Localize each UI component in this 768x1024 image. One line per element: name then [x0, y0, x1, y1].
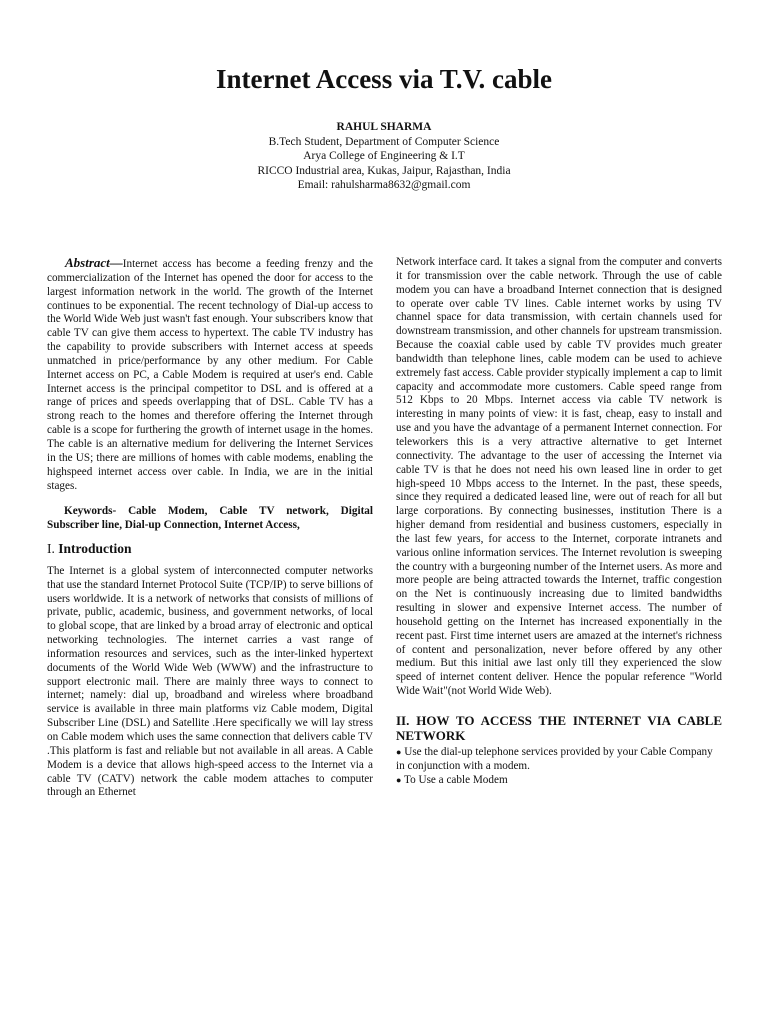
author-block — [0, 120, 768, 193]
section-1-continued: Network interface card. It takes a signal from the computer and converts it for transmission over the cable network. Through the use of cable modem you can have a broadband Internet connection that is designed to operate over cable TV lines. Cable internet works by using TV channel space for data transmission, with certain channels used for downstream transmission, and other channels for upstream transmission. Because the coaxial cable used by cable TV provides much greater bandwidth than telephone lines, cable modem can be used to achieve extremely fast access. Cable provider stypically implement a cap to limit capacity and accommodate more customers. Cable speed range from 512 Kbps to 20 Mbps. Internet access via cable TV network is interesting in many points of view: it is fast, cheap, easy to install and use and you have the advantage of a permanent Internet connection. For teleworkers this is a very attractive alternative to get Internet connectivity. The advantage to the user of accessing the Internet via cable TV is that he does not need his own leased line in order to get high-speed 10 Mbps access to the Internet. In the past, these speeds, since they required a dedicated leased line, were out of reach for all but large corporations. By connecting businesses, institution There is a higher demand from residential and business customers, especially in the last few years, for access to the Internet, corporate intranets and various online information services. The Internet revolution is sweeping the country with a burgeoning number of the Internet users. As more and more people are being attracted towards the Internet, traffic congestion on the Net is continuously increasing due to limited bandwidths resulting in slower and expensive Internet access. The number of household getting on the Internet has increased exponentially in the recent past. First time internet users are amazed at the internet's richness of content and personalization, never before offered by any other medium. But this initial awe last only till they experienced the slow speed of internet content deliver. Hence the popular reference "World Wide Wait"(not World Wide Web). — [396, 256, 722, 698]
section-1-body: The Internet is a global system of interconnected computer networks that use the standard Internet Protocol Suite (TCP/IP) to serve billions of users worldwide. It is a network of networks that consists of millions of private, public, academic, business, and government networks, of local to global scope, that are linked by a broad array of electronic and optical networking technologies. The internet carries a vast range of information resources and services, such as the inter-linked hypertext documents of the World Wide Web (WWW) and the infrastructure to support electronic mail. There are mainly three ways to connect to internet; namely: dial up, broadband and wireless where broadband service is available in three main platforms viz Cable modem, Digital Subscriber Line (DSL) and Satellite .Here specifically we will lay stress on Cable modem which uses the same connection that delivers cable TV .This platform is fast and reliable but not available in all areas. A Cable Modem is a device that allows high-speed access to the Internet via a cable TV (CATV) network the cable modem attaches to computer through an Ethernet — [47, 564, 373, 799]
bullet-item — [396, 746, 722, 774]
author-email: Email: rahulsharma8632@gmail.com — [297, 179, 471, 192]
section-1-title: Introduction — [58, 541, 132, 557]
keywords: Keywords- Cable Modem, Cable TV network, Digital Subscriber line, Dial-up Connection, Internet Access, — [47, 505, 373, 532]
bullet-item — [396, 774, 722, 788]
left-column — [47, 256, 373, 800]
bullet-text: Use the dial-up telephone services provided by your Cable Company in conjunction with a modem. — [396, 746, 713, 772]
section-1-number: I. — [47, 541, 55, 557]
paper-title: Internet Access via T.V. cable — [216, 64, 552, 94]
author-address: RICCO Industrial area, Kukas, Jaipur, Rajasthan, India — [257, 164, 511, 177]
bullet-icon: ● — [396, 747, 402, 757]
abstract-lead: Abstract— — [65, 255, 123, 270]
bullet-text: To Use a cable Modem — [404, 773, 508, 786]
abstract — [47, 256, 373, 493]
author-name: RAHUL SHARMA — [336, 121, 432, 133]
right-column — [396, 256, 722, 788]
author-college: Arya College of Engineering & I.T — [303, 150, 465, 163]
section-2-heading: II. HOW TO ACCESS THE INTERNET VIA CABLE NETWORK — [396, 713, 722, 743]
section-1-heading — [47, 542, 373, 556]
abstract-text: Internet access has become a feeding frenzy and the commercialization of the Internet has opened the door for access to the largest information network in the world. The growth of the Internet continues to be exponential. The recent technology of Dial-up access to the World Wide Web just wasn't fast enough. Your subscribers know that cable TV can give them access to hypertext. The cable TV industry has the capability to provide subscribers with Internet access at speeds unmatched in price/performance by any other medium. For Cable Internet access on PC, a Cable Modem is required at user's end. Cable Internet access is the principal competitor to DSL and is offered at a range of prices and speeds overlapping that of DSL. Cable TV has a strong reach to the homes and therefore offering the Internet through cable is a scope for furthering the growth of internet usage in the homes. The cable is an alternative medium for delivering the Internet Services in the US; there are millions of homes with cable modems, enabling the highspeed internet access over cable. In India, we are in the initial stages. — [47, 258, 373, 492]
author-affiliation: B.Tech Student, Department of Computer Science — [268, 135, 500, 148]
bullet-icon: ● — [396, 774, 402, 785]
